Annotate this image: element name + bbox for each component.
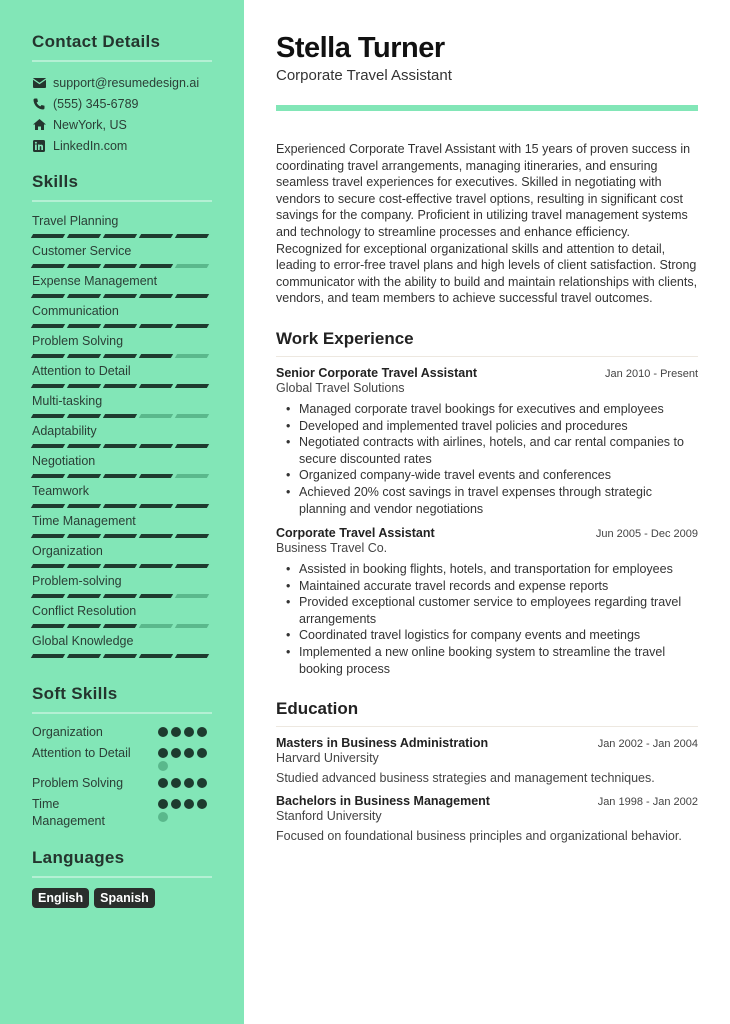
rating-segment — [67, 564, 101, 568]
school: Harvard University — [276, 751, 379, 766]
rating-dot — [158, 761, 168, 771]
rating-segment — [175, 474, 209, 478]
soft-skill-dots — [158, 799, 212, 822]
soft-skills-section — [32, 684, 212, 830]
rating-segment — [103, 504, 137, 508]
skill-item — [32, 302, 212, 332]
rating-segment — [31, 264, 65, 268]
rating-segment — [103, 324, 137, 328]
rating-segment — [139, 354, 173, 358]
rating-segment — [67, 474, 101, 478]
skill-rating-bar — [32, 440, 212, 452]
degree: Masters in Business Administration — [276, 736, 489, 751]
contact-email[interactable] — [32, 72, 212, 93]
education-heading: Education — [276, 699, 698, 727]
rating-segment — [67, 654, 101, 658]
rating-segment — [103, 564, 137, 568]
job-header — [276, 366, 698, 380]
job-date: Jan 2010 - Present — [605, 367, 698, 380]
skill-name: Adaptability — [32, 424, 97, 438]
job-entry — [276, 366, 698, 517]
rating-dot — [158, 748, 168, 758]
education-header — [276, 736, 698, 750]
job-title: Senior Corporate Travel Assistant — [276, 365, 477, 380]
soft-skill-name: Attention to Detail — [32, 746, 131, 760]
candidate-name: Stella Turner — [276, 32, 445, 64]
language-badge: English — [32, 888, 89, 908]
rating-segment — [31, 624, 65, 628]
language-badge: Spanish — [94, 888, 155, 908]
skill-rating-bar — [32, 380, 212, 392]
rating-segment — [31, 414, 65, 418]
rating-segment — [31, 594, 65, 598]
phone-icon — [32, 97, 46, 111]
rating-segment — [139, 264, 173, 268]
job-company: Global Travel Solutions — [276, 380, 405, 395]
job-bullet: • Coordinated travel logistics for company events and meetings — [286, 627, 698, 644]
rating-segment — [31, 354, 65, 358]
rating-segment — [31, 504, 65, 508]
soft-skill-name: Organization — [32, 725, 103, 739]
contact-location-text: NewYork, US — [53, 117, 127, 132]
skills-heading: Skills — [32, 172, 212, 202]
rating-dot — [184, 778, 194, 788]
skill-name: Organization — [32, 544, 103, 558]
education-entry — [276, 736, 698, 785]
rating-segment — [103, 384, 137, 388]
contact-location — [32, 114, 212, 135]
rating-segment — [31, 654, 65, 658]
rating-segment — [175, 624, 209, 628]
rating-dot — [184, 727, 194, 737]
skill-rating-bar — [32, 470, 212, 482]
skill-item — [32, 572, 212, 602]
skill-name: Negotiation — [32, 454, 96, 468]
rating-segment — [139, 384, 173, 388]
rating-segment — [31, 474, 65, 478]
rating-segment — [67, 384, 101, 388]
rating-dot — [158, 812, 168, 822]
job-bullet: • Assisted in booking flights, hotels, and transportation for employees — [286, 561, 698, 578]
skill-name: Attention to Detail — [32, 364, 131, 378]
rating-segment — [175, 324, 209, 328]
languages-heading: Languages — [32, 848, 212, 878]
rating-segment — [67, 624, 101, 628]
rating-dot — [197, 799, 207, 809]
skill-rating-bar — [32, 620, 212, 632]
rating-segment — [31, 234, 65, 238]
rating-segment — [31, 324, 65, 328]
rating-segment — [175, 354, 209, 358]
home-icon — [32, 118, 46, 132]
skill-item — [32, 452, 212, 482]
rating-segment — [31, 294, 65, 298]
job-company: Business Travel Co. — [276, 541, 388, 556]
sidebar — [0, 0, 244, 1024]
skill-rating-bar — [32, 500, 212, 512]
skill-rating-bar — [32, 650, 212, 662]
soft-skill-item — [32, 745, 212, 771]
skill-name: Problem Solving — [32, 334, 124, 348]
rating-segment — [139, 234, 173, 238]
rating-dot — [158, 799, 168, 809]
rating-segment — [103, 264, 137, 268]
contact-linkedin[interactable] — [32, 135, 212, 156]
education-description: Focused on foundational business principles and organizational behavior. — [276, 829, 682, 844]
rating-dot — [197, 778, 207, 788]
skill-item — [32, 212, 212, 242]
rating-segment — [31, 384, 65, 388]
skills-section — [32, 172, 212, 662]
rating-segment — [175, 534, 209, 538]
contact-section — [32, 32, 212, 156]
skill-item — [32, 242, 212, 272]
skill-name: Global Knowledge — [32, 634, 134, 648]
rating-segment — [103, 444, 137, 448]
rating-segment — [103, 534, 137, 538]
skill-item — [32, 392, 212, 422]
soft-skills-heading: Soft Skills — [32, 684, 212, 714]
skill-rating-bar — [32, 350, 212, 362]
rating-segment — [103, 414, 137, 418]
rating-segment — [103, 294, 137, 298]
rating-dot — [184, 748, 194, 758]
rating-segment — [175, 384, 209, 388]
rating-segment — [103, 234, 137, 238]
skill-rating-bar — [32, 290, 212, 302]
skill-item — [32, 422, 212, 452]
rating-segment — [103, 594, 137, 598]
education-entry — [276, 794, 698, 843]
skill-name: Expense Management — [32, 274, 158, 288]
rating-segment — [175, 234, 209, 238]
rating-dot — [158, 727, 168, 737]
contact-email-text: support@resumedesign.ai — [53, 75, 200, 90]
education-date: Jan 1998 - Jan 2002 — [597, 796, 698, 809]
job-bullet: • Achieved 20% cost savings in travel expenses through strategic planning and vendor negotiations — [286, 484, 698, 517]
rating-segment — [139, 534, 173, 538]
rating-segment — [175, 414, 209, 418]
main-content — [276, 30, 698, 852]
rating-segment — [31, 534, 65, 538]
education-date: Jan 2002 - Jan 2004 — [597, 738, 698, 751]
skill-rating-bar — [32, 590, 212, 602]
job-bullet: • Maintained accurate travel records and expense reports — [286, 578, 698, 595]
rating-segment — [139, 324, 173, 328]
rating-segment — [103, 624, 137, 628]
rating-segment — [175, 264, 209, 268]
skill-item — [32, 362, 212, 392]
contact-heading: Contact Details — [32, 32, 212, 62]
soft-skill-dots — [158, 778, 212, 788]
rating-segment — [139, 594, 173, 598]
soft-skill-item — [32, 796, 212, 830]
rating-segment — [139, 414, 173, 418]
skill-item — [32, 632, 212, 662]
soft-skill-item — [32, 775, 212, 792]
soft-skill-item — [32, 724, 212, 741]
skill-item — [32, 272, 212, 302]
rating-segment — [67, 504, 101, 508]
rating-segment — [175, 564, 209, 568]
job-date: Jun 2005 - Dec 2009 — [595, 528, 698, 541]
rating-segment — [139, 294, 173, 298]
soft-skill-name: Time Management — [32, 797, 105, 828]
job-bullet: • Implemented a new online booking system to streamline the travel booking process — [286, 644, 698, 677]
job-title: Corporate Travel Assistant — [276, 526, 435, 541]
rating-segment — [175, 444, 209, 448]
rating-segment — [67, 534, 101, 538]
accent-divider — [276, 105, 698, 111]
skill-rating-bar — [32, 320, 212, 332]
job-bullet: • Negotiated contracts with airlines, hotels, and car rental companies to secure discounted rates — [286, 434, 698, 467]
envelope-icon — [32, 76, 46, 90]
skill-name: Customer Service — [32, 244, 132, 258]
job-bullets — [286, 561, 698, 677]
education-header — [276, 794, 698, 808]
work-section — [276, 329, 698, 677]
skill-name: Travel Planning — [32, 214, 119, 228]
rating-segment — [103, 654, 137, 658]
rating-segment — [31, 564, 65, 568]
rating-segment — [67, 354, 101, 358]
rating-dot — [171, 748, 181, 758]
job-header — [276, 526, 698, 540]
contact-phone[interactable] — [32, 93, 212, 114]
rating-dot — [197, 748, 207, 758]
degree: Bachelors in Business Management — [276, 794, 490, 809]
summary: Experienced Corporate Travel Assistant with 15 years of proven success in coordinating travel arrangements, managing itineraries, and ensuring seamless travel experiences for executives. Skilled in negotiating with vendors to secure cost-effective travel options, resulting in significant cost savings for the company. Proficient in utilizing travel management systems and technology to streamline processes and enhance efficiency. Recognized for exceptional organizational skills and attention to detail, leading to error-free travel plans and high levels of client satisfaction. Strong communicator with the ability to build and maintain relationships with clients, vendors, and team members to achieve successful travel outcomes. — [276, 142, 698, 306]
rating-segment — [67, 294, 101, 298]
work-heading: Work Experience — [276, 329, 698, 357]
languages-section — [32, 848, 212, 908]
rating-dot — [171, 778, 181, 788]
rating-segment — [103, 474, 137, 478]
linkedin-icon — [32, 139, 46, 153]
job-bullet: • Managed corporate travel bookings for executives and employees — [286, 401, 698, 418]
rating-dot — [171, 727, 181, 737]
rating-segment — [31, 444, 65, 448]
soft-skill-name: Problem Solving — [32, 776, 124, 790]
skill-rating-bar — [32, 410, 212, 422]
soft-skills-list — [32, 724, 212, 830]
rating-segment — [67, 324, 101, 328]
rating-dot — [158, 778, 168, 788]
rating-segment — [139, 654, 173, 658]
jobs-list — [276, 366, 698, 677]
rating-segment — [67, 594, 101, 598]
rating-dot — [184, 799, 194, 809]
skill-rating-bar — [32, 230, 212, 242]
rating-segment — [67, 414, 101, 418]
rating-segment — [139, 444, 173, 448]
skill-rating-bar — [32, 530, 212, 542]
skill-item — [32, 542, 212, 572]
rating-segment — [139, 624, 173, 628]
rating-segment — [139, 564, 173, 568]
contact-linkedin-text: LinkedIn.com — [53, 138, 128, 153]
job-entry — [276, 526, 698, 677]
education-section — [276, 699, 698, 843]
job-title: Corporate Travel Assistant — [276, 67, 452, 84]
school: Stanford University — [276, 809, 382, 824]
job-bullet: • Provided exceptional customer service to employees regarding travel arrangements — [286, 594, 698, 627]
contact-phone-text: (555) 345-6789 — [53, 96, 139, 111]
job-bullet: • Developed and implemented travel policies and procedures — [286, 418, 698, 435]
job-bullet: • Organized company-wide travel events and conferences — [286, 467, 698, 484]
languages-list — [32, 888, 212, 908]
rating-segment — [175, 294, 209, 298]
soft-skill-dots — [158, 748, 212, 771]
rating-segment — [67, 264, 101, 268]
skill-rating-bar — [32, 260, 212, 272]
soft-skill-dots — [158, 727, 212, 737]
skill-name: Communication — [32, 304, 119, 318]
rating-segment — [175, 594, 209, 598]
rating-dot — [171, 799, 181, 809]
rating-segment — [139, 474, 173, 478]
education-list — [276, 736, 698, 843]
skill-name: Conflict Resolution — [32, 604, 137, 618]
rating-segment — [175, 504, 209, 508]
skills-list — [32, 212, 212, 662]
rating-segment — [139, 504, 173, 508]
skill-item — [32, 512, 212, 542]
skill-name: Problem-solving — [32, 574, 122, 588]
rating-segment — [67, 234, 101, 238]
skill-rating-bar — [32, 560, 212, 572]
skill-item — [32, 602, 212, 632]
rating-segment — [67, 444, 101, 448]
skill-name: Teamwork — [32, 484, 89, 498]
skill-item — [32, 332, 212, 362]
skill-name: Multi-tasking — [32, 394, 103, 408]
rating-segment — [175, 654, 209, 658]
education-description: Studied advanced business strategies and management techniques. — [276, 771, 655, 786]
skill-item — [32, 482, 212, 512]
rating-segment — [103, 354, 137, 358]
skill-name: Time Management — [32, 514, 136, 528]
job-bullets — [286, 401, 698, 517]
rating-dot — [197, 727, 207, 737]
